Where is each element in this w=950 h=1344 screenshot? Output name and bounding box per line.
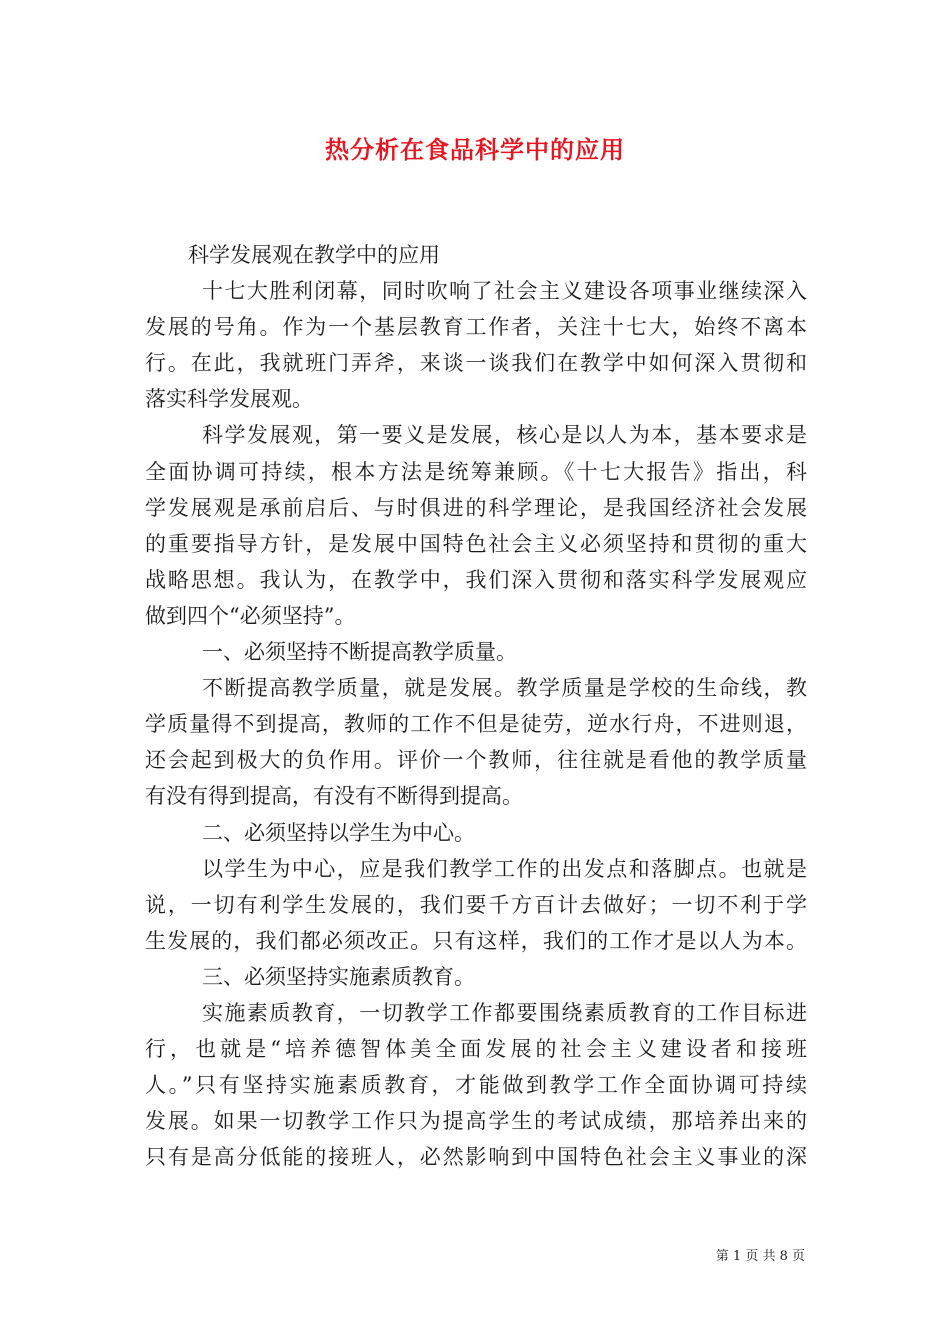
document-body [145,237,807,1175]
text-line: 发展的号角。作为一个基层教育工作者，关注十七大，始终不离本 [145,315,807,340]
text-line: 学发展观是承前启后、与时俱进的科学理论，是我国经济社会发展 [145,495,807,520]
text-line: 行，也就是“培养德智体美全面发展的社会主义建设者和接班 [145,1037,807,1062]
numbered-heading: 三、必须坚持实施素质教育。 [202,964,475,989]
page-number: 第 1 页 共 8 页 [715,1249,805,1264]
text-line: 发展。如果一切教学工作只为提高学生的考试成绩，那培养出来的 [145,1109,807,1134]
text-line: 行。在此，我就班门弄斧，来谈一谈我们在教学中如何深入贯彻和 [145,351,807,376]
text-line: 人。”只有坚持实施素质教育，才能做到教学工作全面协调可持续 [145,1073,807,1098]
text-line: 科学发展观，第一要义是发展，核心是以人为本，基本要求是 [202,423,807,448]
numbered-heading: 一、必须坚持不断提高教学质量。 [202,640,517,665]
text-line: 还会起到极大的负作用。评价一个教师，往往就是看他的教学质量 [145,748,807,773]
text-line: 实施素质教育，一切教学工作都要围绕素质教育的工作目标进 [202,1000,807,1025]
text-line: 做到四个“必须坚持”。 [145,603,356,628]
text-line: 学质量得不到提高，教师的工作不但是徒劳，逆水行舟，不进则退， [145,712,807,737]
text-line: 的重要指导方针，是发展中国特色社会主义必须坚持和贯彻的重大 [145,531,807,556]
numbered-heading: 二、必须坚持以学生为中心。 [202,820,475,845]
section-heading: 科学发展观在教学中的应用 [188,243,440,267]
text-line: 说，一切有利学生发展的，我们要千方百计去做好；一切不利于学 [145,892,807,917]
text-line: 只有是高分低能的接班人，必然影响到中国特色社会主义事业的深 [145,1145,807,1170]
text-line: 十七大胜利闭幕，同时吹响了社会主义建设各项事业继续深入 [202,279,807,304]
text-line: 战略思想。我认为，在教学中，我们深入贯彻和落实科学发展观应 [145,567,807,592]
text-line: 不断提高教学质量，就是发展。教学质量是学校的生命线，教 [202,676,807,701]
document-title: 热分析在食品科学中的应用 [325,135,625,164]
text-line: 落实科学发展观。 [145,387,313,412]
text-line: 以学生为中心，应是我们教学工作的出发点和落脚点。也就是 [202,856,807,881]
text-line: 有没有得到提高，有没有不断得到提高。 [145,784,523,809]
text-line: 生发展的，我们都必须改正。只有这样，我们的工作才是以人为本。 [145,928,807,953]
text-line: 全面协调可持续，根本方法是统筹兼顾。《十七大报告》指出，科 [145,459,807,484]
